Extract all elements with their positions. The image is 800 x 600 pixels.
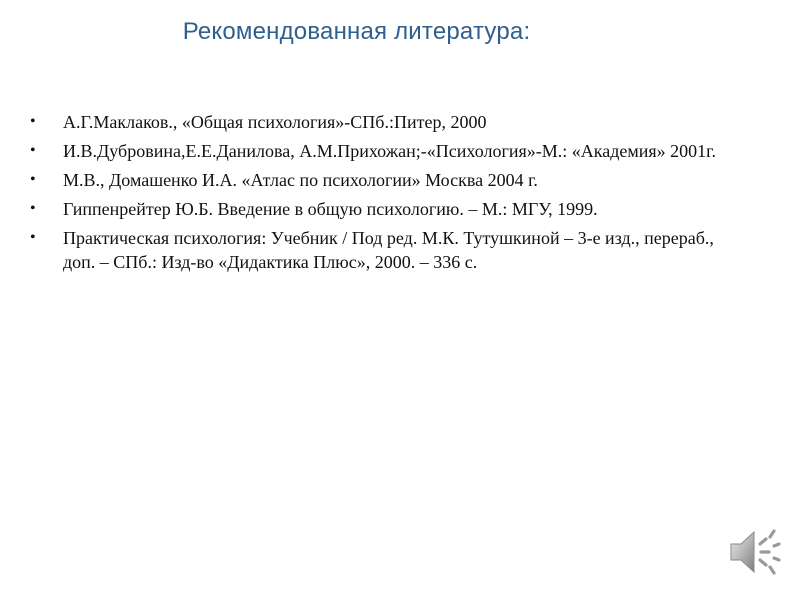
bullet: •	[30, 113, 36, 130]
bullet: •	[30, 229, 36, 246]
reference-item	[30, 226, 750, 274]
reference-item	[30, 168, 750, 192]
references-list	[30, 110, 750, 279]
reference-item	[30, 139, 750, 163]
bullet: •	[30, 171, 36, 188]
bullet: •	[30, 142, 36, 159]
reference-item	[30, 110, 750, 134]
reference-text: Практическая психология: Учебник / Под ред. М.К. Тутушкиной – 3-е изд., перераб., доп. – СПб.: Изд-во «Дидактика Плюс», 2000. – 336 с.	[63, 228, 714, 272]
reference-text: И.В.Дубровина,Е.Е.Данилова, А.М.Прихожан;-«Психология»-М.: «Академия» 2001г.	[63, 141, 717, 161]
speaker-sound-icon[interactable]	[723, 522, 783, 582]
reference-text: Гиппенрейтер Ю.Б. Введение в общую психологию. – М.: МГУ, 1999.	[63, 199, 598, 219]
reference-item	[30, 197, 750, 221]
reference-text: М.В., Домашенко И.А. «Атлас по психологии» Москва 2004 г.	[63, 170, 538, 190]
slide-title: Рекомендованная литература:	[182, 18, 531, 45]
reference-text: А.Г.Маклаков., «Общая психология»-СПб.:Питер, 2000	[63, 112, 487, 132]
bullet: •	[30, 200, 36, 217]
